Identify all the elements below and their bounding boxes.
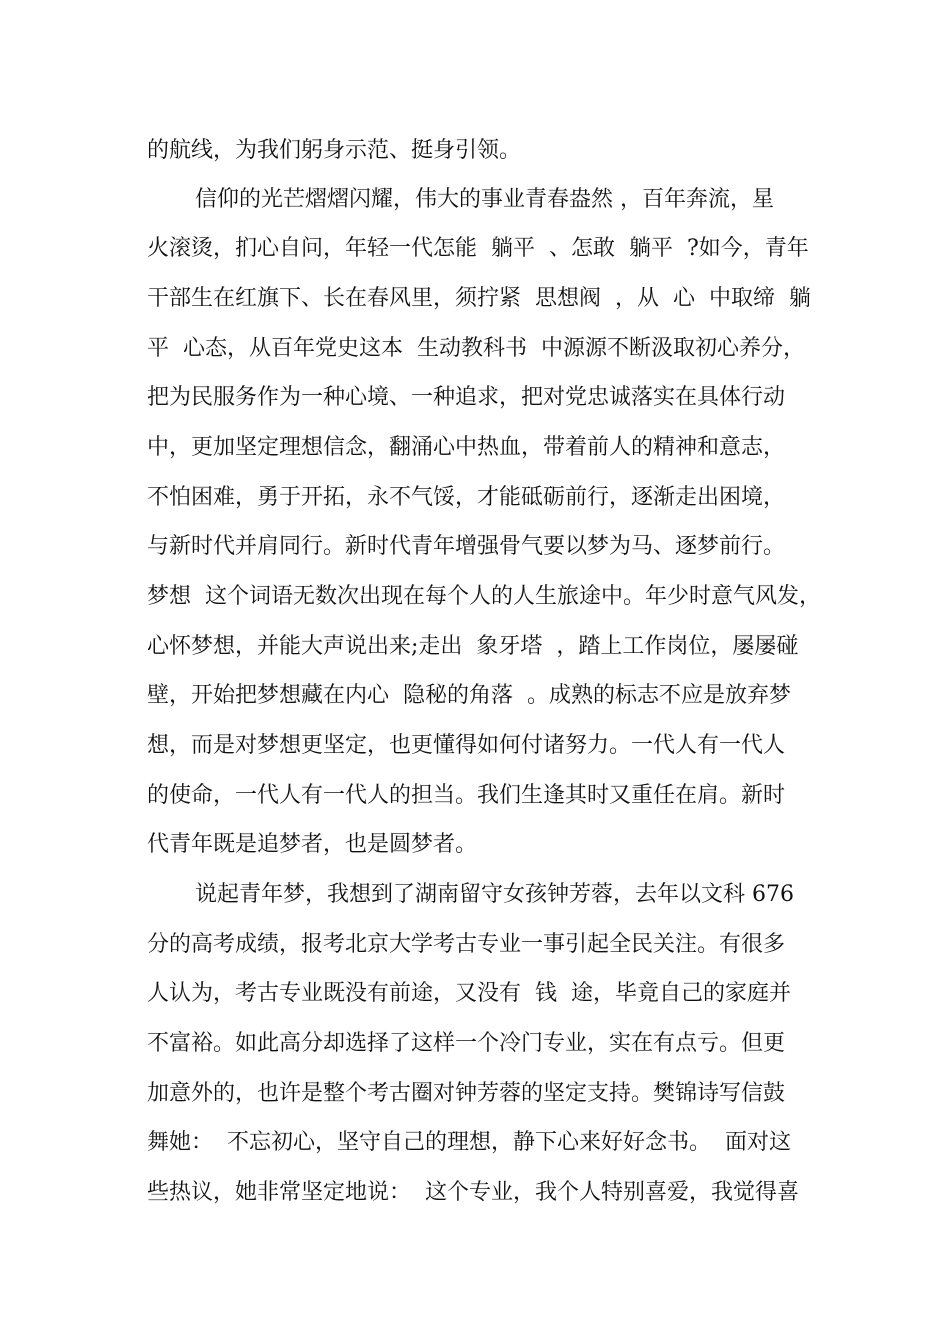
text-line: 些热议，她非常坚定地说： 这个专业，我个人特别喜爱，我觉得喜 bbox=[147, 1180, 799, 1205]
text-line: 分的高考成绩，报考北京大学考古专业一事引起全民关注。有很多 bbox=[147, 932, 786, 957]
paragraph-start-line: 说起青年梦，我想到了湖南留守女孩钟芳蓉，去年以文科 676 bbox=[195, 882, 794, 907]
text-line: 不富裕。如此高分却选择了这样一个冷门专业，实在有点亏。但更 bbox=[147, 1031, 786, 1056]
text-line: 加意外的，也许是整个考古圈对钟芳蓉的坚定支持。樊锦诗写信鼓 bbox=[147, 1081, 786, 1106]
text-line: 不怕困难，勇于开拓，永不气馁，才能砥砺前行，逐渐走出困境， bbox=[147, 485, 786, 510]
text-line: 想，而是对梦想更坚定，也更懂得如何付诸努力。一代人有一代人 bbox=[147, 733, 786, 758]
text-line: 火滚烫，扪心自问，年轻一代怎能 躺平 、怎敢 躺平 ?如今，青年 bbox=[147, 236, 809, 261]
text-line: 平 心态，从百年党史这本 生动教科书 中源源不断汲取初心养分， bbox=[147, 336, 805, 361]
text-line: 代青年既是追梦者，也是圆梦者。 bbox=[147, 832, 478, 857]
text-line: 中，更加坚定理想信念，翻涌心中热血，带着前人的精神和意志， bbox=[147, 435, 786, 460]
text-line: 梦想 这个词语无数次出现在每个人的人生旅途中。年少时意气风发， bbox=[147, 584, 821, 609]
text-line: 人认为，考古专业既没有前途，又没有 钱 途，毕竟自己的家庭并 bbox=[147, 981, 791, 1006]
text-line: 干部生在红旗下、长在春风里，须拧紧 思想阀 ，从 心 中取缔 躺 bbox=[147, 286, 811, 311]
text-line: 的使命，一代人有一代人的担当。我们生逢其时又重任在肩。新时 bbox=[147, 783, 786, 808]
text-line: 舞她： 不忘初心，坚守自己的理想，静下心来好好念书。 面对这 bbox=[147, 1130, 791, 1155]
text-line: 壁，开始把梦想藏在内心 隐秘的角落 。成熟的标志不应是放弃梦 bbox=[147, 683, 791, 708]
text-line: 的航线，为我们躬身示范、挺身引领。 bbox=[147, 138, 522, 163]
text-line: 把为民服务作为一种心境、一种追求，把对党忠诚落实在具体行动 bbox=[147, 385, 786, 410]
text-line: 心怀梦想，并能大声说出来;走出 象牙塔 ，踏上工作岗位，屡屡碰 bbox=[147, 634, 799, 659]
text-line: 与新时代并肩同行。新时代青年增强骨气要以梦为马、逐梦前行。 bbox=[147, 534, 786, 559]
paragraph-start-line: 信仰的光芒熠熠闪耀，伟大的事业青春盎然 ，百年奔流，星 bbox=[195, 187, 774, 212]
